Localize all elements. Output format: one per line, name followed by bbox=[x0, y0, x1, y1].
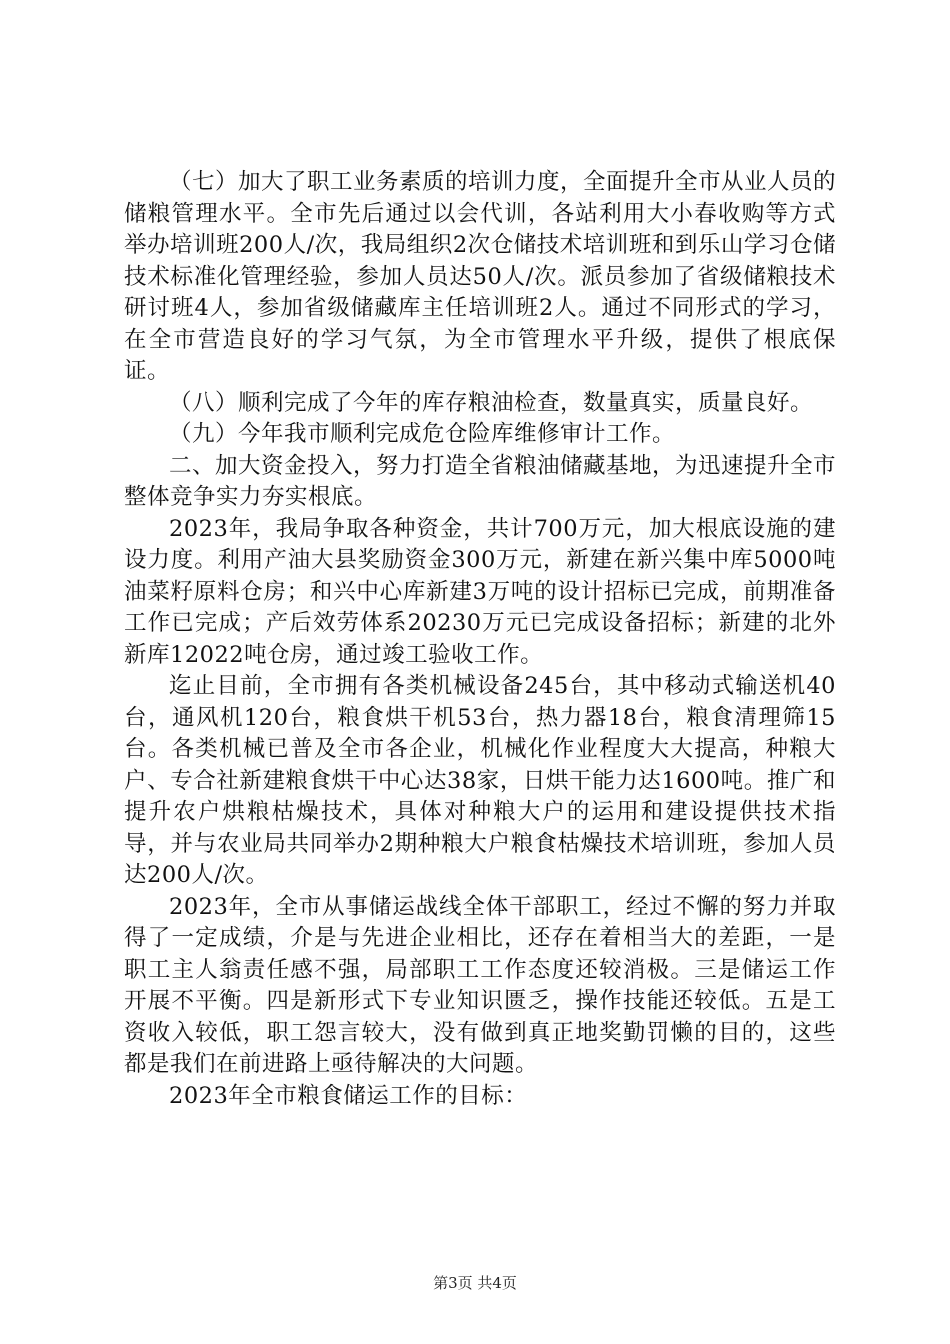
page-number: 第3页 共4页 bbox=[433, 1274, 517, 1292]
page-footer bbox=[0, 1272, 950, 1293]
document-body bbox=[124, 167, 836, 1112]
paragraph-inspection: （八）顺利完成了今年的库存粮油检查，数量真实，质量良好。 bbox=[169, 389, 814, 416]
paragraph-audit: （九）今年我市顺利完成危仓险库维修审计工作。 bbox=[169, 421, 676, 447]
paragraph-goals-intro: 2023年全市粮食储运工作的目标： bbox=[169, 1082, 528, 1109]
paragraph-funding: 2023年，我局争取各种资金，共计700万元，加大根底设施的建设力度。利用产油大县奖励资金300万元，新建在新兴集中库5000吨油菜籽原料仓房；和兴中心库新建3万吨的设计招标已完成，前期准备工作已完成；产后效劳体系20230万元已完成设备招标；新建的北外新库12022吨仓房，通过竣工验收工作。 bbox=[124, 515, 836, 668]
paragraph-equipment: 迄止目前，全市拥有各类机械设备245台，其中移动式输送机40台，通风机120台，粮食烘干机53台，热力器18台，粮食清理筛15台。各类机械已普及全市各企业，机械化作业程度大大提高，种粮大户、专合社新建粮食烘干中心达38家，日烘干能力达1600吨。推广和提升农户烘粮枯燥技术，具体对种粮大户的运用和建设提供技术指导，并与农业局共同举办2期种粮大户粮食枯燥技术培训班，参加人员达200人/次。 bbox=[124, 673, 836, 888]
paragraph-training: （七）加大了职工业务素质的培训力度，全面提升全市从业人员的储粮管理水平。全市先后通过以会代训，各站利用大小春收购等方式举办培训班200人/次，我局组织2次仓储技术培训班和到乐山学习仓储技术标准化管理经验，参加人员达50人/次。派员参加了省级储粮技术研讨班4人，参加省级储藏库主任培训班2人。通过不同形式的学习，在全市营造良好的学习气氛，为全市管理水平升级，提供了根底保证。 bbox=[124, 169, 837, 384]
paragraph-shortcomings: 2023年，全市从事储运战线全体干部职工，经过不懈的努力并取得了一定成绩，介是与先进企业相比，还存在着相当大的差距，一是职工主人翁责任感不强，局部职工工作态度还较消极。三是储运工作开展不平衡。四是新形式下专业知识匮乏，操作技能还较低。五是工资收入较低，职工怨言较大，没有做到真正地奖勤罚懒的目的，这些都是我们在前进路上亟待解决的大问题。 bbox=[124, 893, 836, 1077]
paragraph-section-two-heading: 二、加大资金投入，努力打造全省粮油储藏基地，为迅速提升全市整体竞争实力夯实根底。 bbox=[124, 452, 837, 510]
